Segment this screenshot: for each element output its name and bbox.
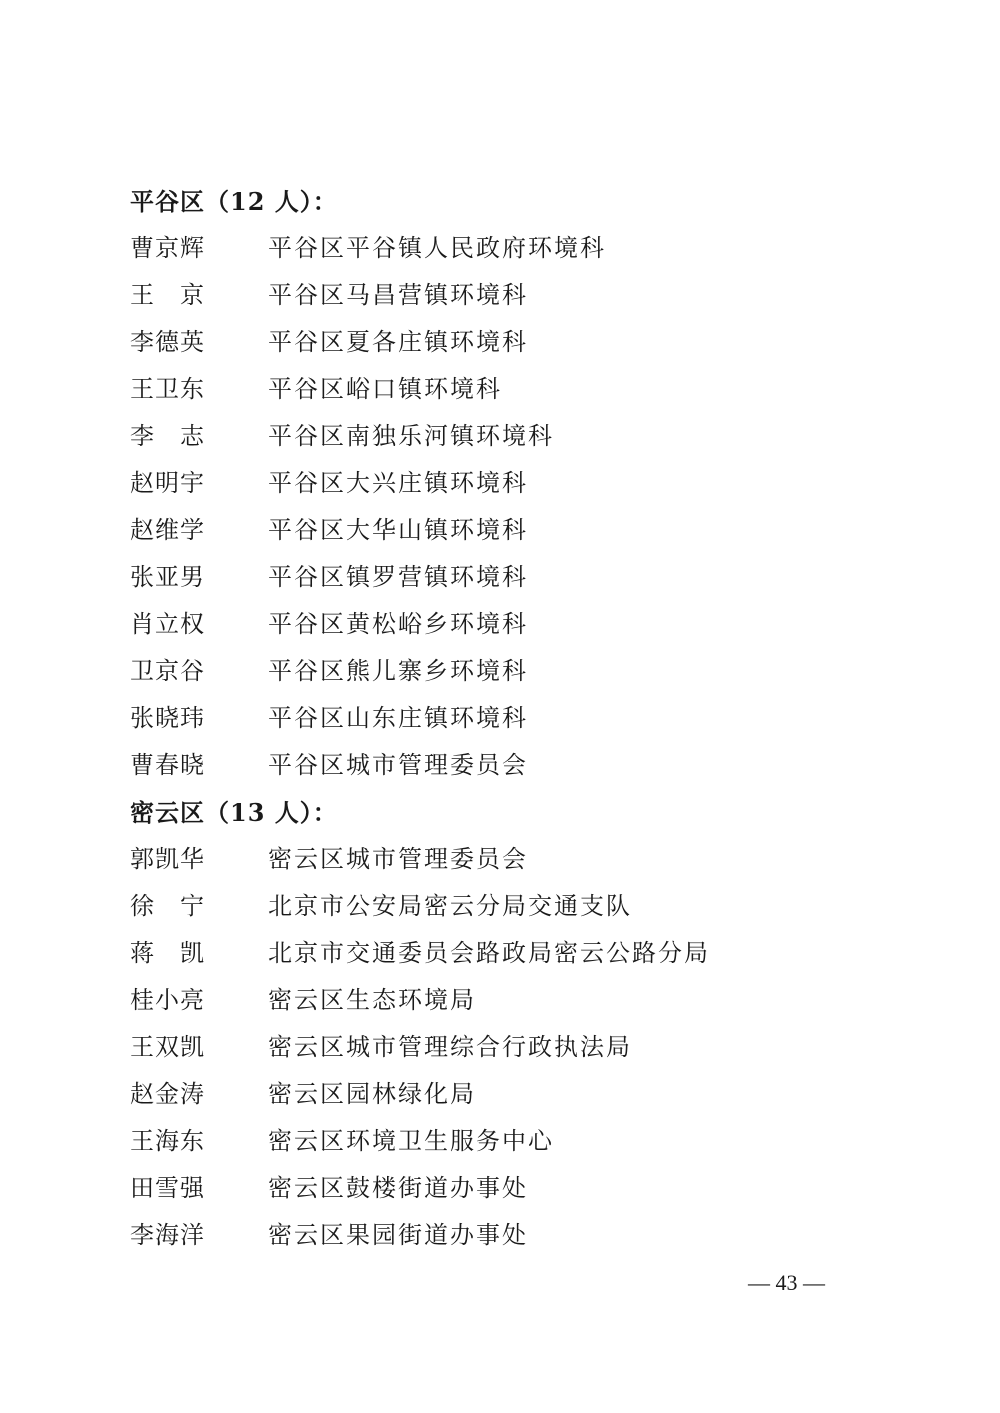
list-item xyxy=(130,930,890,977)
list-item xyxy=(130,1118,890,1165)
work-unit: 密云区城市管理综合行政执法局 xyxy=(268,1033,632,1061)
work-unit: 北京市交通委员会路政局密云公路分局 xyxy=(268,939,710,967)
person-name: 李德英 xyxy=(130,328,205,356)
person-name: 李海洋 xyxy=(130,1221,205,1249)
work-unit: 北京市公安局密云分局交通支队 xyxy=(268,892,632,920)
person-name: 王海东 xyxy=(130,1127,205,1155)
person-name: 王卫东 xyxy=(130,375,205,403)
person-name: 蒋 凯 xyxy=(130,939,205,967)
person-name: 曹京辉 xyxy=(130,234,205,262)
list-item xyxy=(130,977,890,1024)
work-unit: 平谷区峪口镇环境科 xyxy=(268,375,502,403)
person-name: 赵维学 xyxy=(130,516,205,544)
list-item xyxy=(130,554,890,601)
person-name: 王 京 xyxy=(130,281,205,309)
person-name: 郭凯华 xyxy=(130,845,205,873)
work-unit: 平谷区镇罗营镇环境科 xyxy=(268,563,528,591)
person-name: 卫京谷 xyxy=(130,657,205,685)
work-unit: 密云区环境卫生服务中心 xyxy=(268,1127,554,1155)
person-name: 肖立权 xyxy=(130,610,205,638)
person-name: 李 志 xyxy=(130,422,205,450)
work-unit: 平谷区城市管理委员会 xyxy=(268,751,528,779)
work-unit: 平谷区南独乐河镇环境科 xyxy=(268,422,554,450)
list-item xyxy=(130,742,890,789)
work-unit: 平谷区大华山镇环境科 xyxy=(268,516,528,544)
person-name: 赵金涛 xyxy=(130,1080,205,1108)
list-item xyxy=(130,366,890,413)
list-item xyxy=(130,507,890,554)
list-item xyxy=(130,225,890,272)
person-name: 赵明宇 xyxy=(130,469,205,497)
page-number: — 43 — xyxy=(748,1270,825,1295)
work-unit: 平谷区大兴庄镇环境科 xyxy=(268,469,528,497)
work-unit: 密云区园林绿化局 xyxy=(268,1080,476,1108)
list-item xyxy=(130,1165,890,1212)
person-name: 桂小亮 xyxy=(130,986,205,1014)
work-unit: 平谷区黄松峪乡环境科 xyxy=(268,610,528,638)
work-unit: 密云区生态环境局 xyxy=(268,986,476,1014)
list-item xyxy=(130,460,890,507)
person-name: 田雪强 xyxy=(130,1174,205,1202)
list-item xyxy=(130,1024,890,1071)
personnel-list xyxy=(130,178,890,1259)
work-unit: 密云区鼓楼街道办事处 xyxy=(268,1174,528,1202)
list-item xyxy=(130,695,890,742)
list-item xyxy=(130,601,890,648)
work-unit: 密云区城市管理委员会 xyxy=(268,845,528,873)
person-name: 曹春晓 xyxy=(130,751,205,779)
list-item xyxy=(130,648,890,695)
work-unit: 平谷区山东庄镇环境科 xyxy=(268,704,528,732)
work-unit: 平谷区夏各庄镇环境科 xyxy=(268,328,528,356)
person-name: 张晓玮 xyxy=(130,704,205,732)
work-unit: 平谷区熊儿寨乡环境科 xyxy=(268,657,528,685)
person-name: 徐 宁 xyxy=(130,892,205,920)
person-name: 张亚男 xyxy=(130,563,205,591)
list-item xyxy=(130,883,890,930)
work-unit: 密云区果园街道办事处 xyxy=(268,1221,528,1249)
list-item xyxy=(130,1071,890,1118)
section-heading-pinggu: 平谷区（12 人）： xyxy=(130,187,338,216)
section-heading-miyun: 密云区（13 人）： xyxy=(130,798,338,827)
list-item xyxy=(130,272,890,319)
list-item xyxy=(130,1212,890,1259)
list-item xyxy=(130,413,890,460)
list-item xyxy=(130,319,890,366)
list-item xyxy=(130,836,890,883)
person-name: 王双凯 xyxy=(130,1033,205,1061)
work-unit: 平谷区平谷镇人民政府环境科 xyxy=(268,234,606,262)
work-unit: 平谷区马昌营镇环境科 xyxy=(268,281,528,309)
